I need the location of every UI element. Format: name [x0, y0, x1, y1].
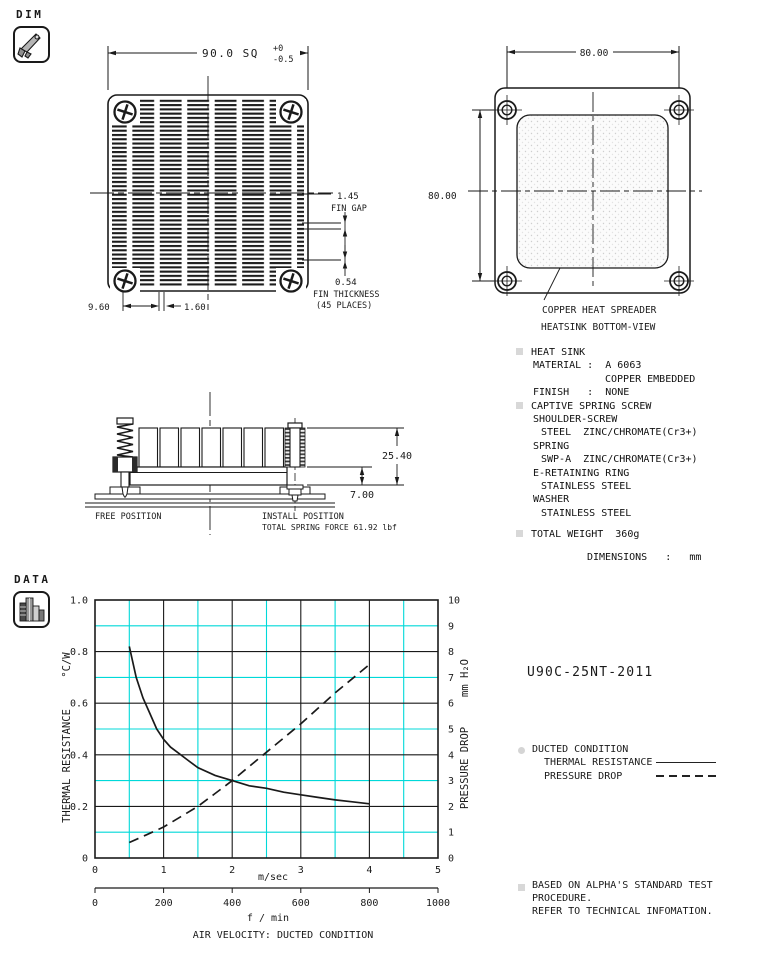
caliper-icon: [17, 30, 46, 59]
x2-tick-label: 1000: [425, 898, 451, 909]
spec-text: COPPER EMBEDDED: [605, 373, 696, 385]
spec-text: STAINLESS STEEL: [541, 507, 632, 519]
dim-fin-pitch: [123, 292, 181, 311]
x-axis-title: m/sec: [257, 872, 289, 883]
spec-line: [516, 440, 766, 453]
fin-places-label: (45 PLACES): [316, 301, 373, 311]
spec-text: WASHER: [533, 494, 570, 506]
y-left-tick-label: 0: [81, 853, 88, 865]
spec-line: [516, 359, 766, 372]
spec-line: [516, 373, 766, 386]
x-tick-label: 5: [434, 865, 442, 876]
spec-line: [516, 386, 766, 399]
y-right-axis-title: PRESSURE DROP: [459, 726, 471, 810]
legend-item-thermal-resistance: THERMAL RESISTANCE: [544, 757, 653, 768]
y-right-tick-label: 0: [448, 853, 455, 865]
y-right-tick-label: 5: [448, 724, 455, 736]
dim-25-40-text: 25.40: [381, 451, 413, 462]
heatsink-bottom-body: [495, 88, 690, 293]
dim-80-vertical: [472, 110, 494, 281]
y-right-tick-label: 9: [448, 621, 455, 633]
dim-9-60-text: 9.60: [88, 303, 110, 313]
y-left-tick-label: 0.4: [69, 750, 88, 762]
x2-axis-title: f / min: [246, 913, 290, 924]
spec-line: [516, 528, 766, 541]
fin-thickness-value: 0.54: [335, 278, 357, 288]
spec-text: SWP-A ZINC/CHROMATE(Cr3+): [541, 454, 698, 466]
spec-text: SHOULDER-SCREW: [533, 414, 618, 426]
y-right-units: mm H₂O: [459, 659, 471, 697]
spring-force-label: TOTAL SPRING FORCE 61.92 lbf: [262, 523, 397, 532]
y-right-tick-label: 3: [448, 776, 455, 788]
bottom-view-caption: HEATSINK BOTTOM-VIEW: [541, 322, 656, 333]
side-view-drawing: [40, 385, 460, 540]
y-left-units: °C/W: [61, 652, 73, 678]
y-right-tick-label: 4: [448, 750, 455, 762]
dim-7-00-text: 7.00: [349, 490, 375, 501]
y-right-tick-label: 2: [448, 801, 455, 813]
x2-tick-label: 0: [91, 898, 99, 909]
bullet-square: [516, 402, 523, 409]
x2-tick-label: 400: [223, 898, 242, 909]
spec-text: STEEL ZINC/CHROMATE(Cr3+): [541, 427, 698, 439]
spec-text: FINISH : NONE: [533, 387, 630, 399]
tolerance-plus-text: +0: [273, 44, 284, 54]
fin-thickness-label: FIN THICKNESS: [313, 290, 380, 300]
y-left-tick-label: 1.0: [69, 595, 88, 607]
x-tick-label: 2: [229, 865, 236, 876]
legend-heading: DUCTED CONDITION: [532, 744, 629, 755]
spec-line: [516, 480, 766, 493]
spec-line: [516, 400, 766, 413]
dim-7-00: [307, 467, 372, 485]
bottom-view-drawing: [410, 30, 780, 340]
spec-line: [516, 453, 766, 466]
dim-80-v-text: 80.00: [428, 191, 457, 202]
base-plate-side-view: [130, 467, 287, 485]
spring-coil: [117, 424, 133, 457]
x-tick-label: 1: [160, 865, 167, 876]
y-right-tick-label: 8: [448, 647, 455, 659]
chart-caption: AIR VELOCITY: DUCTED CONDITION: [192, 930, 374, 941]
spec-text: TOTAL WEIGHT 360g: [531, 529, 640, 541]
bullet-square: [516, 530, 523, 537]
data-section-label: DATA: [14, 573, 51, 586]
install-position-label: INSTALL POSITION: [262, 512, 344, 522]
y-right-tick-label: 10: [448, 595, 461, 607]
dim-1-60-text: 1.60: [184, 303, 206, 313]
y-left-tick-label: 0.6: [69, 698, 88, 710]
spec-text: STAINLESS STEEL: [541, 481, 632, 493]
part-number: U90C-25NT-2011: [527, 665, 654, 680]
fin-gap-value: 1.45: [337, 192, 359, 202]
y-right-tick-label: 7: [448, 672, 455, 684]
specifications-list: [516, 346, 766, 564]
copper-spreader-area: [517, 115, 668, 268]
tolerance-minus-text: -0.5: [273, 55, 294, 65]
dim-90sq-text: 90.0 SQ: [202, 47, 259, 60]
spec-text: SPRING: [533, 440, 570, 452]
free-position-label: FREE POSITION: [95, 512, 162, 522]
dim-badge-box: [13, 26, 50, 63]
x-tick-label: 0: [91, 865, 99, 876]
y-right-tick-label: 6: [448, 698, 455, 710]
legend-bullet: [518, 747, 525, 754]
spec-text: HEAT SINK: [531, 347, 586, 358]
footer-bullet: [518, 884, 525, 891]
y-left-axis-title: THERMAL RESISTANCE: [61, 709, 73, 823]
spec-text: CAPTIVE SPRING SCREW: [531, 400, 652, 412]
pressure-drop-curve: [129, 665, 369, 843]
x2-tick-label: 600: [291, 898, 310, 909]
footer-note: [532, 879, 713, 918]
spec-line: [516, 551, 766, 564]
copper-spreader-callout: COPPER HEAT SPREADER: [542, 305, 657, 316]
spec-text: E-RETAINING RING: [533, 467, 630, 479]
x-tick-label: 3: [297, 865, 304, 876]
x2-tick-label: 800: [360, 898, 379, 909]
legend-item-pressure-drop: PRESSURE DROP: [544, 771, 623, 782]
spec-line: [516, 413, 766, 426]
spec-line: [516, 507, 766, 520]
legend-line-solid: [656, 762, 716, 763]
x-tick-label: 4: [366, 865, 373, 876]
spec-line: [516, 493, 766, 506]
spec-text: MATERIAL : A 6063: [533, 360, 642, 372]
performance-chart: [40, 585, 490, 957]
footer-line-1: BASED ON ALPHA'S STANDARD TEST: [532, 880, 713, 891]
spec-text: DIMENSIONS : mm: [587, 551, 702, 563]
fin-gap-label: FIN GAP: [331, 204, 367, 214]
dim-section-label: DIM: [16, 8, 44, 21]
spec-line: [516, 426, 766, 439]
footer-line-3: REFER TO TECHNICAL INFOMATION.: [532, 906, 713, 917]
bullet-square: [516, 348, 523, 355]
fins-side-view: [139, 428, 284, 467]
legend-line-dashed: [656, 775, 718, 777]
y-left-tick-label: 0.2: [69, 801, 88, 813]
spec-line: [516, 346, 766, 359]
spec-line: [516, 467, 766, 480]
y-right-tick-label: 1: [448, 827, 455, 839]
x2-tick-label: 200: [154, 898, 173, 909]
top-view-drawing: [50, 40, 470, 332]
y-left-tick-label: 0.8: [69, 647, 88, 659]
dim-80-h-text: 80.00: [579, 48, 609, 59]
footer-line-2: PROCEDURE.: [532, 893, 593, 904]
